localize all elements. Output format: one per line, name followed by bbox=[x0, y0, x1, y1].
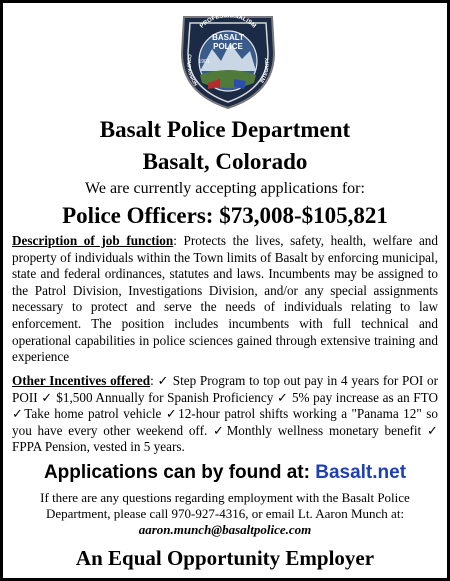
contact-line-1: If there are any questions regarding employment with the Basalt Police bbox=[40, 490, 410, 505]
contact-info bbox=[3, 490, 447, 538]
applications-link[interactable]: Basalt.net bbox=[315, 462, 407, 483]
svg-text:PROFESSIONALISM: PROFESSIONALISM bbox=[199, 12, 257, 30]
contact-line-2: Department, please call 970-927-4316, or email Lt. Aaron Munch at: bbox=[45, 506, 405, 521]
equal-opportunity-footer: An Equal Opportunity Employer bbox=[75, 546, 375, 570]
job-description bbox=[12, 233, 438, 366]
incentives-heading: Other Incentives offered bbox=[12, 373, 151, 388]
badge-line2: POLICE bbox=[213, 42, 243, 51]
department-location: Basalt, Colorado bbox=[142, 149, 308, 174]
incentives bbox=[12, 373, 438, 456]
position-salary: Police Officers: $73,008-$105,821 bbox=[62, 203, 388, 228]
police-badge-logo bbox=[174, 9, 282, 109]
badge-line1: BASALT bbox=[212, 33, 244, 42]
incentives-text: : ✓ Step Program to top out pay in 4 years for POI or POII ✓ $1,500 Annually for Spanish Proficiency ✓ 5% pay increase as an FTO ✓Take home patrol vehicle ✓12-hour patrol shifts working a "Panama 12" so you have every other weekend off. ✓Monthly wellness monetary benefit ✓ FPPA Pension, vested in 5 years. bbox=[12, 373, 438, 455]
svg-text:COMPASSION: COMPASSION bbox=[185, 53, 199, 88]
job-description-text: : Protects the lives, safety, health, welfare and property of individuals within the Town limits of Basalt by enforcing municipal, state and federal ordinances, statutes and laws. Incumbents may be assigned to the Patrol Division, Investigations Division, and/or any special assignments necessary to protect and serve the needs of individuals relating to law enforcement. The position includes incumbents with full technical and operational capabilities in police sciences gained through extensive training and experience bbox=[12, 233, 438, 365]
department-title: Basalt Police Department bbox=[99, 117, 351, 142]
svg-text:INTEGRITY: INTEGRITY bbox=[259, 57, 271, 85]
applications-line bbox=[3, 462, 447, 484]
badge-year: 1901 bbox=[198, 59, 210, 65]
applications-text: Applications can by found at: bbox=[43, 462, 316, 483]
contact-email[interactable]: aaron.munch@basaltpolice.com bbox=[138, 522, 312, 537]
subtitle: We are currently accepting applications for: bbox=[85, 180, 365, 197]
job-description-heading: Description of job function bbox=[12, 233, 174, 248]
